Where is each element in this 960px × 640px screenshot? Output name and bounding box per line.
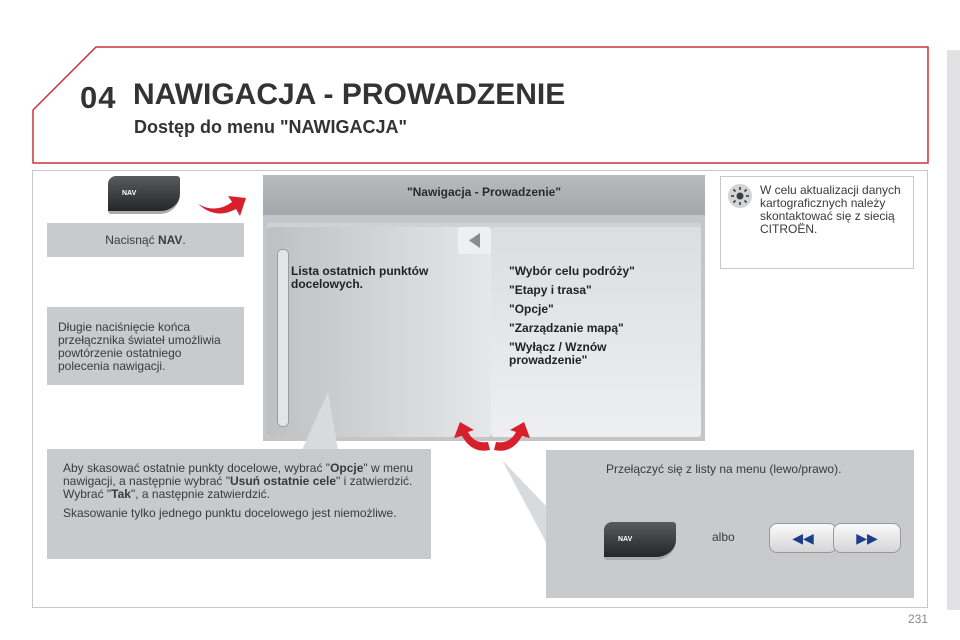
cancel-note: Skasowanie tylko jednego punktu docelowego jest niemożliwe. [63,506,397,520]
scrollbar[interactable] [277,249,289,427]
recent-destinations-label: Lista ostatnich punktów docelowych. [291,264,429,291]
chapter-number: 04 [80,80,117,115]
back-arrow-icon [458,227,491,254]
side-tab-bar [947,50,960,610]
switch-instruction: Przełączyć się z listy na menu (lewo/prawo). [606,462,842,476]
menu-item-map[interactable]: "Zarządzanie mapą" [509,321,624,335]
update-info-box [720,176,914,269]
sun-icon [727,183,753,209]
update-info-text: W celu aktualizacji danych kartograficznych należy skontaktować się z siecią CITROËN. [760,183,901,236]
nav-button-alt: NAV [604,522,676,560]
press-nav-box: Nacisnąć NAV . [47,223,244,257]
page-title: NAWIGACJA - PROWADZENIE [133,78,566,111]
nav-button: NAV [108,176,180,214]
menu-item-options[interactable]: "Opcje" [509,302,554,316]
red-arrow-icon [196,186,248,220]
nav-menu-list [509,265,639,373]
page-number: 231 [908,612,929,626]
seek-forward-button [833,523,901,553]
seek-forward-icon: ▶▶ [856,529,878,546]
or-label: albo [712,530,735,544]
seek-back-button [769,523,837,553]
page-subtitle: Dostęp do menu "NAWIGACJA" [134,117,408,137]
menu-item-guidance-toggle[interactable]: "Wyłącz / Wznów prowadzenie" [509,340,607,367]
menu-item-route[interactable]: "Etapy i trasa" [509,283,592,297]
cancel-instruction: Aby skasować ostatnie punkty docelowe, wybrać "Opcje" w menu nawigacji, a następnie wybrać "Usuń ostatnie cele" i zatwierdzić. Wybrać "Tak", a następnie zatwierdzić. [63,461,414,501]
callout-pointer-left [290,390,350,452]
long-press-box: Długie naciśnięcie końca przełącznika świateł umożliwia powtórzenie ostatniego polecenia nawigacji. [47,307,244,385]
back-button[interactable] [458,227,491,254]
menu-item-destination[interactable]: "Wybór celu podróży" [509,264,635,278]
curved-arrows-icon [452,416,532,456]
screen-title: "Nawigacja - Prowadzenie" [406,185,562,199]
callout-pointer-right [498,458,550,548]
seek-back-icon: ◀◀ [792,529,814,546]
cancel-destinations-box [47,449,431,559]
